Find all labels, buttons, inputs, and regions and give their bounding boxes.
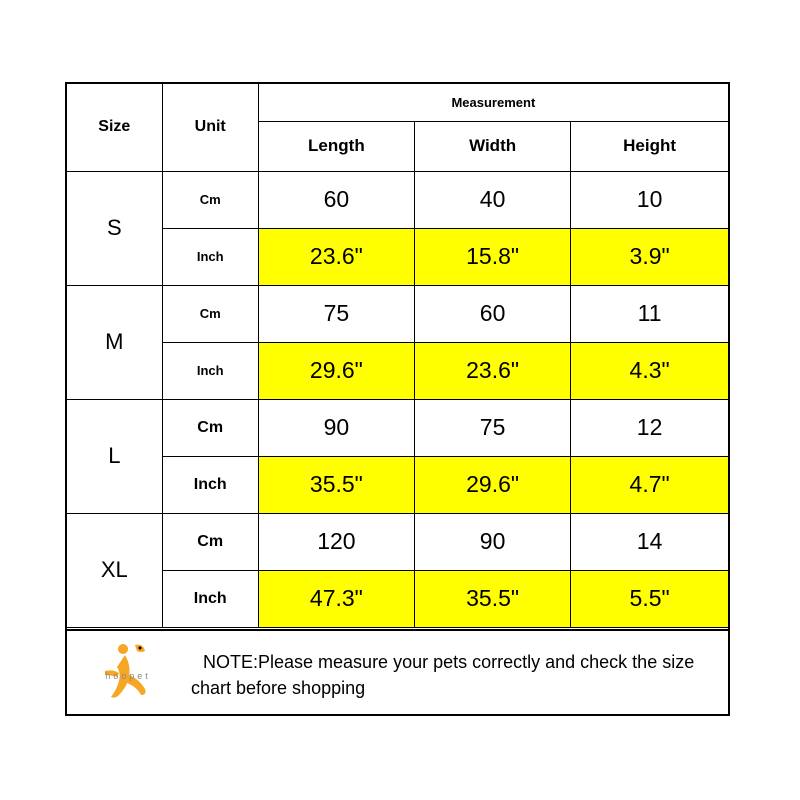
xl-inch-length: 47.3": [258, 570, 414, 627]
header-height: Height: [571, 121, 728, 171]
xl-inch-width: 35.5": [414, 570, 570, 627]
m-inch-width: 23.6": [414, 342, 570, 399]
xl-cm-width: 90: [414, 513, 570, 570]
unit-inch: Inch: [162, 342, 258, 399]
header-width: Width: [414, 121, 570, 171]
xl-cm-height: 14: [571, 513, 728, 570]
unit-cm: Cm: [162, 171, 258, 228]
s-cm-width: 40: [414, 171, 570, 228]
table-row: [67, 456, 728, 513]
m-inch-length: 29.6": [258, 342, 414, 399]
table-row: [67, 342, 728, 399]
xl-inch-height: 5.5": [571, 570, 728, 627]
unit-inch: Inch: [162, 570, 258, 627]
xl-cm-length: 120: [258, 513, 414, 570]
hoopet-logo: [95, 641, 161, 705]
table-row: [67, 513, 728, 570]
table-row: [67, 399, 728, 456]
unit-inch: Inch: [162, 456, 258, 513]
s-cm-length: 60: [258, 171, 414, 228]
header-unit: Unit: [162, 84, 258, 171]
table-row: [67, 285, 728, 342]
table-row: [67, 228, 728, 285]
l-inch-width: 29.6": [414, 456, 570, 513]
s-inch-width: 15.8": [414, 228, 570, 285]
l-inch-height: 4.7": [571, 456, 728, 513]
l-cm-length: 90: [258, 399, 414, 456]
l-inch-length: 35.5": [258, 456, 414, 513]
l-cm-width: 75: [414, 399, 570, 456]
s-inch-height: 3.9": [571, 228, 728, 285]
svg-text:hoopet: hoopet: [105, 671, 151, 681]
header-size: Size: [67, 84, 162, 171]
m-cm-width: 60: [414, 285, 570, 342]
l-cm-height: 12: [571, 399, 728, 456]
s-inch-length: 23.6": [258, 228, 414, 285]
header-measurement: Measurement: [258, 84, 728, 121]
size-m: M: [67, 285, 162, 399]
unit-cm: Cm: [162, 285, 258, 342]
size-chart-frame: [65, 82, 730, 716]
header-length: Length: [258, 121, 414, 171]
m-inch-height: 4.3": [571, 342, 728, 399]
unit-inch: Inch: [162, 228, 258, 285]
unit-cm: Cm: [162, 513, 258, 570]
m-cm-height: 11: [571, 285, 728, 342]
note-text: NOTE:Please measure your pets correctly and check the size chart before shopping: [191, 652, 695, 698]
size-chart-table: [67, 84, 728, 628]
size-l: L: [67, 399, 162, 513]
size-xl: XL: [67, 513, 162, 627]
s-cm-height: 10: [571, 171, 728, 228]
m-cm-length: 75: [258, 285, 414, 342]
table-row: [67, 570, 728, 627]
note-section: [67, 629, 728, 716]
size-s: S: [67, 171, 162, 285]
unit-cm: Cm: [162, 399, 258, 456]
table-row: [67, 171, 728, 228]
